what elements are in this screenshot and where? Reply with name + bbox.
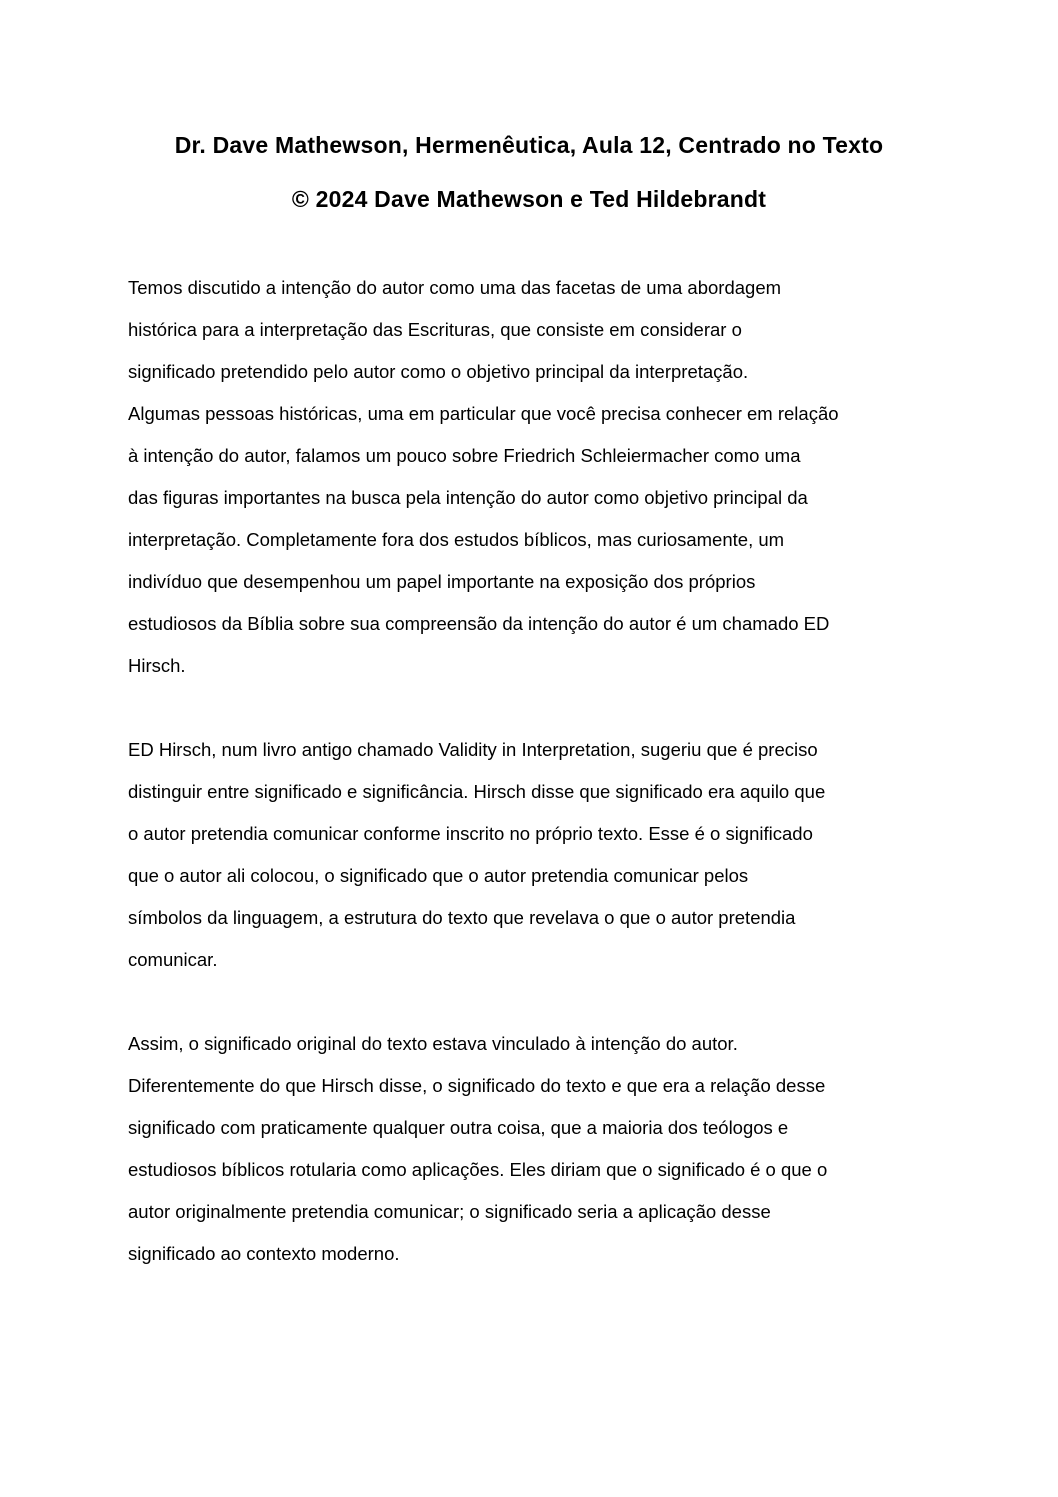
document-heading [0, 132, 1058, 212]
text-line: ED Hirsch, num livro antigo chamado Validity in Interpretation, sugeriu que é preciso [128, 739, 818, 760]
text-line: distinguir entre significado e significância. Hirsch disse que significado era aquilo que [128, 781, 826, 802]
text-line: significado pretendido pelo autor como o objetivo principal da interpretação. [128, 361, 749, 382]
text-line: indivíduo que desempenhou um papel importante na exposição dos próprios [128, 571, 756, 592]
text-line: autor originalmente pretendia comunicar; o significado seria a aplicação desse [128, 1201, 771, 1222]
text-line: interpretação. Completamente fora dos estudos bíblicos, mas curiosamente, um [128, 529, 785, 550]
paragraph-2 [128, 729, 934, 981]
text-line: símbolos da linguagem, a estrutura do texto que revelava o que o autor pretendia [128, 907, 796, 928]
paragraph-1 [128, 267, 934, 687]
text-line: significado com praticamente qualquer outra coisa, que a maioria dos teólogos e [128, 1117, 789, 1138]
text-line: Hirsch. [128, 655, 186, 676]
copyright-line: © 2024 Dave Mathewson e Ted Hildebrandt [291, 186, 767, 212]
document-title: Dr. Dave Mathewson, Hermenêutica, Aula 12, Centrado no Texto [174, 132, 884, 158]
text-line: comunicar. [128, 949, 218, 970]
text-line: estudiosos da Bíblia sobre sua compreensão da intenção do autor é um chamado ED [128, 613, 830, 634]
text-line: estudiosos bíblicos rotularia como aplicações. Eles diriam que o significado é o que o [128, 1159, 828, 1180]
text-line: Algumas pessoas históricas, uma em particular que você precisa conhecer em relação [128, 403, 839, 424]
paragraph-3 [128, 1023, 934, 1275]
text-line: Diferentemente do que Hirsch disse, o significado do texto e que era a relação desse [128, 1075, 826, 1096]
text-line: Temos discutido a intenção do autor como uma das facetas de uma abordagem [128, 277, 782, 298]
text-line: histórica para a interpretação das Escrituras, que consiste em considerar o [128, 319, 742, 340]
text-line: das figuras importantes na busca pela intenção do autor como objetivo principal da [128, 487, 808, 508]
text-line: significado ao contexto moderno. [128, 1243, 400, 1264]
text-line: o autor pretendia comunicar conforme inscrito no próprio texto. Esse é o significado [128, 823, 813, 844]
text-line: à intenção do autor, falamos um pouco sobre Friedrich Schleiermacher como uma [128, 445, 801, 466]
text-line: que o autor ali colocou, o significado que o autor pretendia comunicar pelos [128, 865, 749, 886]
text-line: Assim, o significado original do texto estava vinculado à intenção do autor. [128, 1033, 738, 1054]
body-text [128, 267, 934, 1275]
